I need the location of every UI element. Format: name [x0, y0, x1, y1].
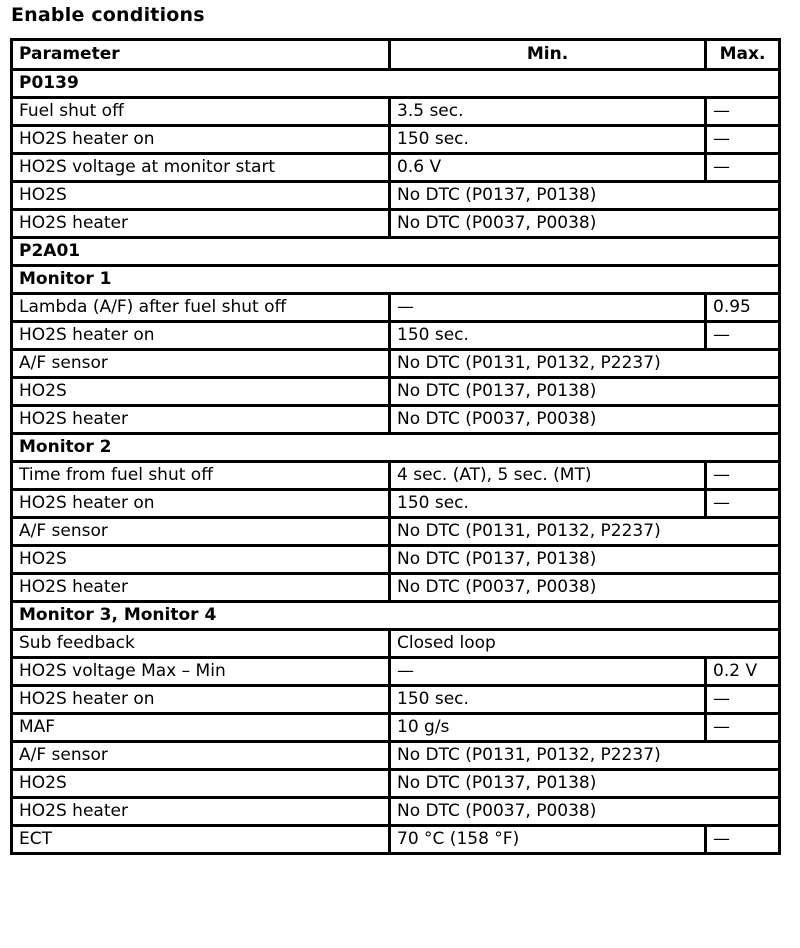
table-row — [12, 770, 780, 798]
min-cell: 150 sec. — [390, 322, 706, 350]
section-label: Monitor 2 — [12, 434, 780, 462]
parameter-cell: Time from fuel shut off — [12, 462, 390, 490]
parameter-cell: HO2S heater on — [12, 490, 390, 518]
section-row — [12, 266, 780, 294]
value-cell: No DTC (P0137, P0138) — [390, 546, 780, 574]
parameter-cell: Fuel shut off — [12, 98, 390, 126]
parameter-cell: HO2S heater on — [12, 322, 390, 350]
table-row — [12, 798, 780, 826]
header-min: Min. — [390, 40, 706, 70]
table-row — [12, 350, 780, 378]
parameter-cell: HO2S heater — [12, 798, 390, 826]
parameter-cell: ECT — [12, 826, 390, 854]
max-cell: — — [706, 126, 780, 154]
parameter-cell: Sub feedback — [12, 630, 390, 658]
max-cell: — — [706, 154, 780, 182]
value-cell: No DTC (P0137, P0138) — [390, 378, 780, 406]
value-cell: No DTC (P0037, P0038) — [390, 798, 780, 826]
parameter-cell: HO2S voltage at monitor start — [12, 154, 390, 182]
value-cell: No DTC (P0137, P0138) — [390, 182, 780, 210]
table-row — [12, 322, 780, 350]
value-cell: No DTC (P0137, P0138) — [390, 770, 780, 798]
table-row — [12, 546, 780, 574]
min-cell: — — [390, 658, 706, 686]
value-cell: Closed loop — [390, 630, 780, 658]
min-cell: 150 sec. — [390, 490, 706, 518]
max-cell: — — [706, 322, 780, 350]
parameter-cell: HO2S — [12, 378, 390, 406]
parameter-cell: HO2S — [12, 182, 390, 210]
parameter-cell: HO2S heater — [12, 406, 390, 434]
parameter-cell: HO2S — [12, 770, 390, 798]
parameter-cell: A/F sensor — [12, 518, 390, 546]
parameter-cell: HO2S voltage Max – Min — [12, 658, 390, 686]
parameter-cell: A/F sensor — [12, 742, 390, 770]
value-cell: No DTC (P0131, P0132, P2237) — [390, 518, 780, 546]
table-row — [12, 518, 780, 546]
max-cell: — — [706, 462, 780, 490]
max-cell: — — [706, 98, 780, 126]
section-row — [12, 70, 780, 98]
min-cell: 3.5 sec. — [390, 98, 706, 126]
min-cell: 150 sec. — [390, 686, 706, 714]
section-row — [12, 434, 780, 462]
value-cell: No DTC (P0037, P0038) — [390, 406, 780, 434]
min-cell: 10 g/s — [390, 714, 706, 742]
table-row — [12, 98, 780, 126]
parameter-cell: HO2S heater — [12, 210, 390, 238]
section-row — [12, 238, 780, 266]
table-row — [12, 658, 780, 686]
parameter-cell: HO2S heater — [12, 574, 390, 602]
parameter-cell: HO2S heater on — [12, 686, 390, 714]
table-row — [12, 826, 780, 854]
table-row — [12, 294, 780, 322]
table-row — [12, 406, 780, 434]
value-cell: No DTC (P0131, P0132, P2237) — [390, 742, 780, 770]
parameter-cell: HO2S heater on — [12, 126, 390, 154]
max-cell: 0.95 — [706, 294, 780, 322]
min-cell: 70 °C (158 °F) — [390, 826, 706, 854]
min-cell: — — [390, 294, 706, 322]
value-cell: No DTC (P0037, P0038) — [390, 210, 780, 238]
table-row — [12, 462, 780, 490]
table-row — [12, 126, 780, 154]
max-cell: — — [706, 714, 780, 742]
min-cell: 4 sec. (AT), 5 sec. (MT) — [390, 462, 706, 490]
table-row — [12, 182, 780, 210]
max-cell: — — [706, 490, 780, 518]
table-row — [12, 742, 780, 770]
page-title: Enable conditions — [11, 4, 205, 26]
value-cell: No DTC (P0037, P0038) — [390, 574, 780, 602]
section-label: Monitor 1 — [12, 266, 780, 294]
parameter-cell: A/F sensor — [12, 350, 390, 378]
table-row — [12, 210, 780, 238]
section-row — [12, 602, 780, 630]
max-cell: 0.2 V — [706, 658, 780, 686]
section-label: P0139 — [12, 70, 780, 98]
header-parameter: Parameter — [12, 40, 390, 70]
header-max: Max. — [706, 40, 780, 70]
table-row — [12, 574, 780, 602]
max-cell: — — [706, 826, 780, 854]
section-label: P2A01 — [12, 238, 780, 266]
parameter-cell: HO2S — [12, 546, 390, 574]
enable-conditions-table — [10, 38, 781, 855]
min-cell: 150 sec. — [390, 126, 706, 154]
value-cell: No DTC (P0131, P0132, P2237) — [390, 350, 780, 378]
table-row — [12, 378, 780, 406]
table-row — [12, 490, 780, 518]
table-row — [12, 630, 780, 658]
parameter-cell: Lambda (A/F) after fuel shut off — [12, 294, 390, 322]
min-cell: 0.6 V — [390, 154, 706, 182]
table-row — [12, 686, 780, 714]
parameter-cell: MAF — [12, 714, 390, 742]
table-row — [12, 154, 780, 182]
section-label: Monitor 3, Monitor 4 — [12, 602, 780, 630]
header-row — [12, 40, 780, 70]
table-row — [12, 714, 780, 742]
max-cell: — — [706, 686, 780, 714]
